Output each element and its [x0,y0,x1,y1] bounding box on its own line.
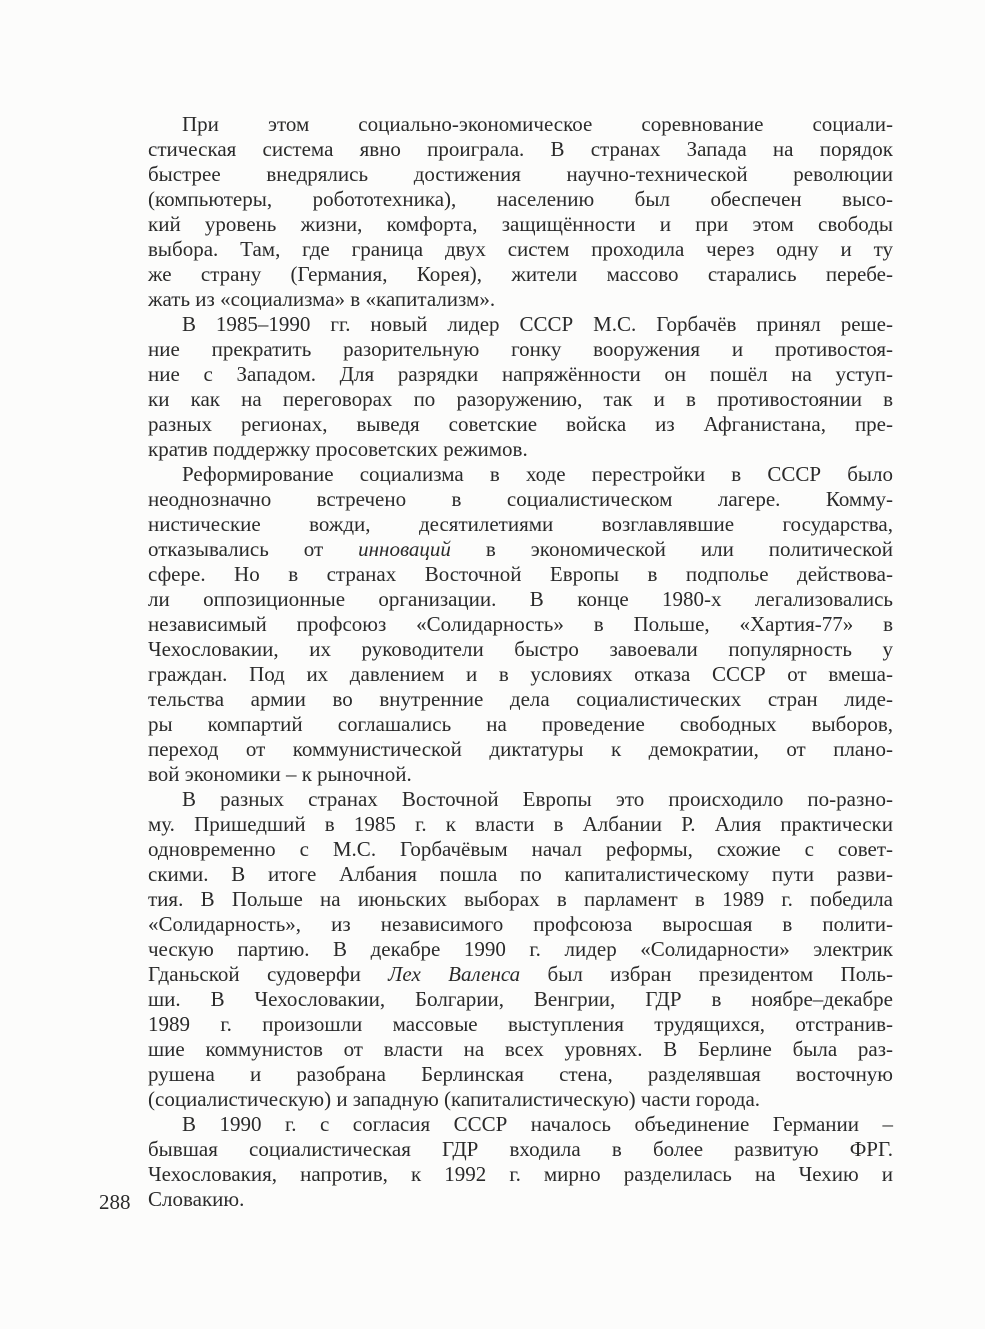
text-line [148,1062,893,1087]
italic-term: инноваций [358,537,451,561]
text-block [148,112,893,1212]
text-segment: нистические вожди, десятилетиями возглавлявшие государства, [148,512,893,536]
text-line [148,812,893,837]
text-line [148,587,893,612]
text-segment: 1989 г. произошли массовые выступления трудящихся, отстранив- [148,1012,893,1036]
text-segment: был избран президентом Поль- [520,962,893,986]
text-segment: отказывались от [148,537,359,561]
text-line [148,887,893,912]
text-segment: тия. В Польше на июньских выборах в парламент в 1989 г. победила [148,887,893,911]
text-segment: ние с Западом. Для разрядки напряжённости он пошёл на уступ- [148,362,893,386]
text-segment: независимый профсоюз «Солидарность» в Польше, «Хартия-77» в [148,612,893,636]
text-segment: При этом социально-экономическое соревнование социали- [182,112,893,136]
paragraph [148,312,893,462]
text-segment: же страну (Германия, Корея), жители массово старались перебе- [148,262,893,286]
text-line [148,712,893,737]
text-line [148,637,893,662]
text-segment: переход от коммунистической диктатуры к демократии, от плано- [148,737,893,761]
text-line [148,487,893,512]
text-line [148,237,893,262]
text-segment: в экономической или политической [450,537,894,561]
text-line [148,787,893,812]
text-line [148,1087,893,1112]
text-segment: жать из «социализма» в «капитализм». [148,287,496,311]
text-segment: ческую партию. В декабре 1990 г. лидер «Солидарности» электрик [148,937,893,961]
text-segment: Гданьской судоверфи [148,962,389,986]
paragraph [148,112,893,312]
text-segment: В 1990 г. с согласия СССР началось объединение Германии – [182,1112,893,1136]
text-line [148,1137,893,1162]
text-segment: (компьютеры, робототехника), населению был обеспечен высо- [148,187,893,211]
text-segment: бывшая социалистическая ГДР входила в более развитую ФРГ. [148,1137,893,1161]
text-line [148,987,893,1012]
text-segment: му. Пришедший в 1985 г. к власти в Албании Р. Алия практически [148,812,893,836]
text-line [148,837,893,862]
text-line [148,112,893,137]
text-segment: тельства армии во внутренние дела социалистических стран лиде- [148,687,893,711]
text-segment: одновременно с М.С. Горбачёвым начал реформы, схожие с совет- [148,837,893,861]
text-line [148,312,893,337]
text-segment: Словакию. [148,1187,245,1211]
text-segment: «Солидарность», из независимого профсоюза выросшая в полити- [148,912,893,936]
text-segment: рушена и разобрана Берлинская стена, разделявшая восточную [148,1062,893,1086]
text-segment: (социалистическую) и западную (капиталистическую) части города. [148,1087,761,1111]
text-segment: стическая система явно проиграла. В странах Запада на порядок [148,137,893,161]
text-line [148,1187,893,1212]
text-segment: ли оппозиционные организации. В конце 1980-х легализовались [148,587,893,611]
text-segment: Чехословакия, напротив, к 1992 г. мирно разделилась на Чехию и [148,1162,893,1186]
text-segment: скими. В итоге Албания пошла по капиталистическому пути разви- [148,862,893,886]
text-segment: граждан. Под их давлением и в условиях отказа СССР от вмеша- [148,662,893,686]
text-line [148,287,893,312]
text-segment: сфере. Но в странах Восточной Европы в подполье действова- [148,562,893,586]
text-line [148,162,893,187]
text-line [148,512,893,537]
text-segment: Реформирование социализма в ходе перестройки в СССР было [182,462,893,486]
text-line [148,912,893,937]
text-line [148,862,893,887]
text-segment: кратив поддержку просоветских режимов. [148,437,528,461]
page-number: 288 [99,1190,131,1214]
text-line [148,387,893,412]
text-line [148,662,893,687]
text-line [148,612,893,637]
text-line [148,737,893,762]
paragraph [148,787,893,1112]
italic-term: Лех Валенса [388,962,521,986]
paragraph [148,1112,893,1212]
text-segment: неоднозначно встречено в социалистическом лагере. Комму- [148,487,893,511]
text-line [148,1037,893,1062]
text-line [148,337,893,362]
text-segment: Чехословакии, их руководители быстро завоевали популярность у [148,637,893,661]
text-line [148,187,893,212]
text-line [148,537,893,562]
text-segment: ние прекратить разорительную гонку вооружения и противостоя- [148,337,893,361]
paragraph [148,462,893,787]
text-segment: выбора. Там, где граница двух систем проходила через одну и ту [148,237,893,261]
text-line [148,362,893,387]
text-line [148,412,893,437]
text-segment: шие коммунистов от власти на всех уровнях. В Берлине была раз- [148,1037,893,1061]
text-line [148,1112,893,1137]
text-line [148,762,893,787]
text-segment: быстрее внедрялись достижения научно-технической революции [148,162,893,186]
text-segment: кий уровень жизни, комфорта, защищённости и при этом свободы [148,212,893,236]
text-segment: В разных странах Восточной Европы это происходило по-разно- [182,787,893,811]
text-line [148,937,893,962]
text-segment: разных регионах, выведя советские войска из Афганистана, пре- [148,412,893,436]
text-segment: ки как на переговорах по разоружению, так и в противостоянии в [148,387,893,411]
text-line [148,462,893,487]
text-segment: В 1985–1990 гг. новый лидер СССР М.С. Горбачёв принял реше- [182,312,893,336]
text-segment: ши. В Чехословакии, Болгарии, Венгрии, ГДР в ноябре–декабре [148,987,893,1011]
text-line [148,137,893,162]
text-line [148,212,893,237]
text-line [148,562,893,587]
text-line [148,687,893,712]
text-line [148,437,893,462]
text-line [148,262,893,287]
text-line [148,962,893,987]
text-segment: ры компартий соглашались на проведение свободных выборов, [148,712,893,736]
text-line [148,1162,893,1187]
text-segment: вой экономики – к рыночной. [148,762,412,786]
text-line [148,1012,893,1037]
